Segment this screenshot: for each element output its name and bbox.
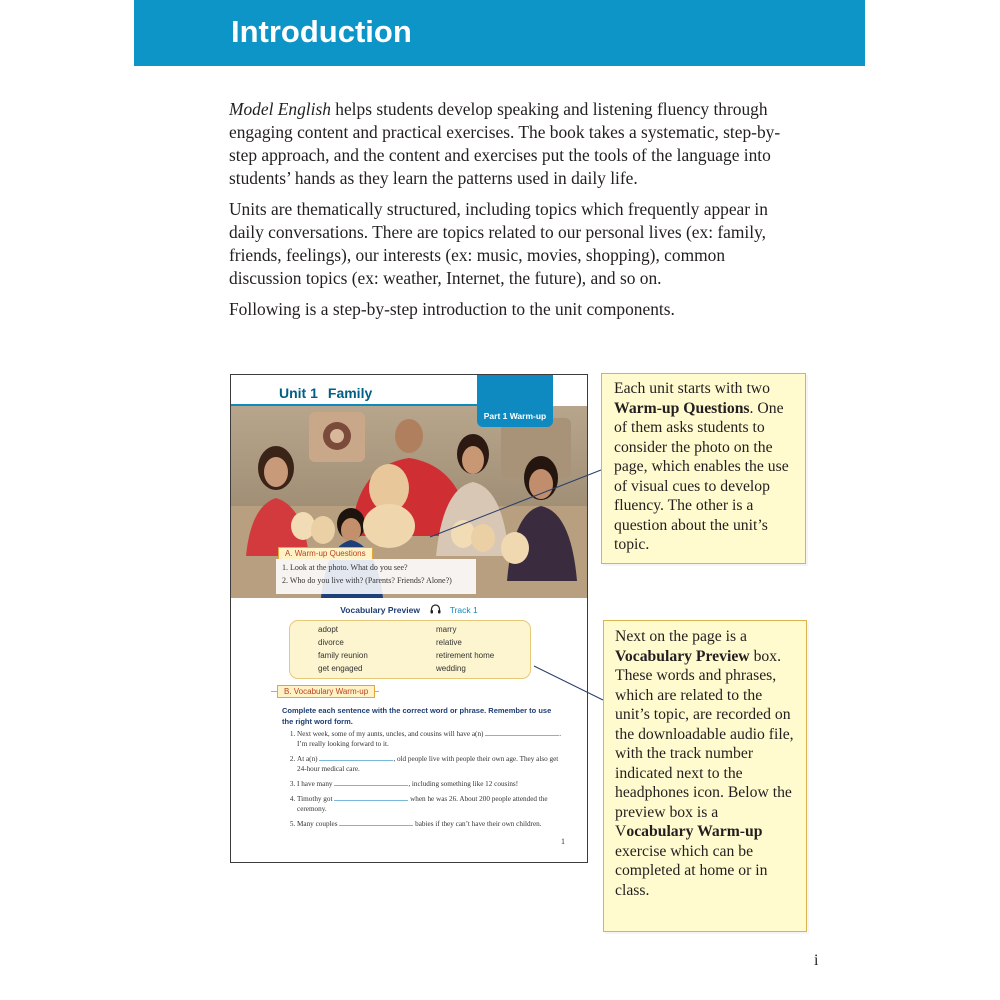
callout-warmup-questions (601, 373, 806, 564)
callout-text: . One of them asks students to consider the photo on the page, which enables the use of visual cues to develop fluency. The other is a question about the unit’s topic. (614, 399, 789, 553)
vocab-word: wedding (436, 664, 466, 673)
warmup-questions-label: A. Warm-up Questions (278, 547, 373, 560)
vocab-word: marry (436, 625, 457, 634)
callout-vocabulary (603, 620, 807, 932)
intro-paragraph-1 (229, 98, 789, 190)
part-tab (477, 375, 553, 427)
callout-bold-term: Warm-up Questions (614, 399, 750, 417)
unit-title (279, 385, 372, 401)
answer-blank (485, 728, 559, 736)
exercise-item (297, 793, 567, 814)
unit-page-thumbnail (230, 374, 588, 863)
part-tab-label: Part 1 Warm-up (483, 411, 547, 421)
header-band (134, 0, 865, 66)
unit-label: Unit 1 (279, 385, 318, 401)
item-text: Next week, some of my aunts, uncles, and cousins will have a(n) (297, 730, 484, 738)
callout-bold-term: ocabulary Warm-up (626, 823, 763, 840)
unit-name: Family (327, 385, 373, 401)
exercise-item (297, 728, 567, 749)
item-text: Many couples (297, 820, 338, 828)
exercise-item (297, 818, 567, 829)
exercise-item (297, 753, 567, 774)
track-number: Track 1 (449, 605, 478, 615)
warmup-question-1: 1. Look at the photo. What do you see? (282, 563, 408, 572)
answer-blank (334, 778, 408, 786)
item-text: babies if they can’t have their own children. (415, 820, 542, 828)
vocab-word: relative (436, 638, 462, 647)
vocab-word: divorce (318, 638, 344, 647)
page-folio: i (814, 952, 819, 969)
answer-blank (319, 753, 393, 761)
intro-text (229, 98, 789, 329)
callout-text: exercise which can be completed at home or in class. (615, 842, 768, 899)
exercise-items (287, 728, 567, 833)
answer-blank (334, 793, 408, 801)
vocab-word: adopt (318, 625, 339, 634)
vocab-preview-title: Vocabulary Preview (340, 605, 420, 615)
callout-text: Next on the page is a (615, 628, 747, 645)
intro-paragraph-2: Units are thematically structured, including topics which frequently appear in daily conversations. There are topics related to our personal lives (ex: family, friends, feelings), our interests (ex: music, movies, shopping), common discussion topics (ex: weather, Internet, the future), and so on. (229, 199, 768, 288)
vocab-preview-box (289, 620, 531, 679)
item-text: , including something like 12 cousins! (408, 780, 519, 788)
vocab-word-list (318, 624, 536, 675)
vocab-word: retirement home (436, 651, 495, 660)
answer-blank (339, 818, 413, 826)
thumbnail-page-number: 1 (561, 837, 565, 846)
callout-text: Each unit starts with two (614, 380, 770, 397)
warmup-question-2: 2. Who do you live with? (Parents? Friends? Alone?) (282, 576, 452, 585)
item-text: I have many (297, 780, 333, 788)
headphones-icon (430, 604, 441, 614)
item-text: . I’m really looking forward to it. (297, 730, 562, 748)
callout-bold-term: Vocabulary Preview (615, 647, 750, 665)
vocab-word: family reunion (318, 651, 368, 660)
callout-text: box. These words and phrases, which are related to the unit’s topic, are recorded on the downloadable audio file, with the track number indicated next to the headphones icon. Below the preview box is a V (615, 647, 794, 840)
item-text: , old people live with people their own age. They also get 24-hour medical care. (297, 755, 559, 773)
book-title: Model English (229, 99, 331, 119)
vocab-word: get engaged (318, 664, 363, 673)
item-text: At a(n) (297, 755, 318, 763)
item-text: when he was 26. About 200 people attended the ceremony. (297, 795, 548, 813)
vocab-preview-heading (231, 604, 587, 615)
warmup-questions-box (276, 559, 476, 594)
intro-paragraph-3: Following is a step-by-step introduction to the unit components. (229, 299, 675, 319)
intro-p1-text: helps students develop speaking and listening fluency through engaging content and practical exercises. The book takes a systematic, step-by-step approach, and the content and exercises put the tools of the language into students’ hands as they learn the patterns used in daily life. (229, 99, 781, 188)
exercise-item (297, 778, 567, 789)
exercise-instruction: Complete each sentence with the correct word or phrase. Remember to use the right word form. (282, 706, 552, 726)
item-text: Timothy got (297, 795, 333, 803)
page-title: Introduction (231, 14, 412, 49)
vocab-warmup-label: B. Vocabulary Warm-up (277, 685, 375, 698)
